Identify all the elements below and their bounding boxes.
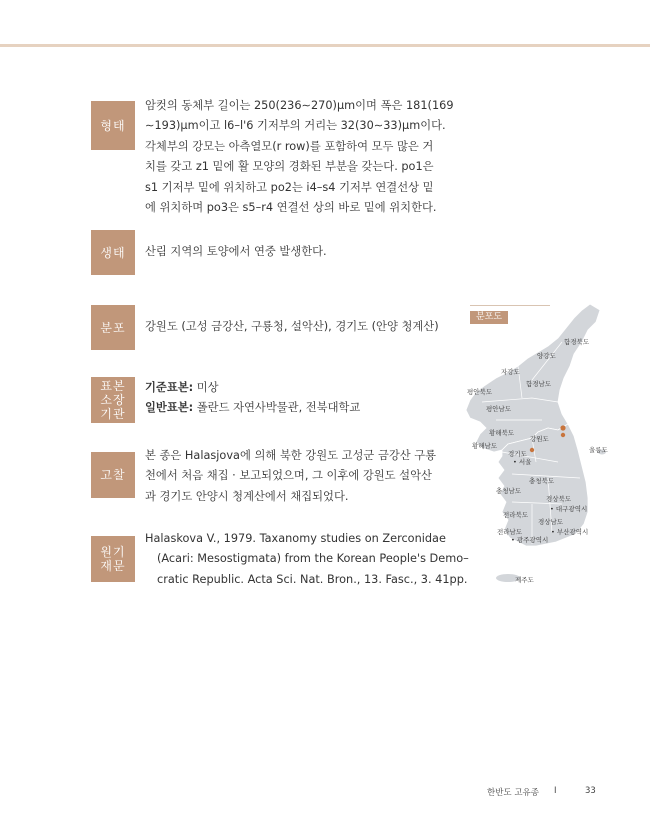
section-body-original-description bbox=[145, 529, 469, 590]
map-label-region: 충청북도 bbox=[529, 477, 555, 485]
page-number: 33 bbox=[585, 786, 596, 796]
section-body-ecology bbox=[145, 242, 435, 262]
specimen-value: 폴란드 자연사박물관, 전북대학교 bbox=[193, 401, 361, 415]
distribution-marker bbox=[560, 425, 565, 430]
map-label-region: 평안남도 bbox=[486, 405, 512, 413]
section-body-distribution bbox=[145, 317, 439, 337]
reference-line: (Acari: Mesostigmata) from the Korean People's Demo– bbox=[157, 552, 469, 566]
map-label-region: • 서울 bbox=[513, 458, 532, 466]
map-label-region: 울릉도 bbox=[589, 446, 608, 454]
section-label-morphology: 형태 bbox=[91, 101, 135, 150]
reference-line: Halaskova V., 1979. Taxanomy studies on Zerconidae bbox=[145, 532, 446, 545]
map-label-region: 충청남도 bbox=[496, 487, 522, 495]
specimen-term: 일반표본: bbox=[145, 401, 194, 415]
map-label-region: 전라북도 bbox=[503, 511, 529, 519]
map-label-region: • 대구광역시 bbox=[550, 505, 588, 513]
section-body-morphology bbox=[145, 96, 454, 218]
map-label-region: • 광주광역시 bbox=[511, 536, 549, 544]
specimen-item bbox=[145, 378, 435, 398]
section-label-specimen-holding: 표본 소장 기관 bbox=[91, 377, 135, 423]
section-body-remarks bbox=[145, 446, 435, 507]
body-line: 각체부의 강모는 아측열모(r row)를 포함하여 모두 많은 거 bbox=[145, 139, 434, 153]
map-label-region: 자강도 bbox=[501, 368, 520, 376]
map-label-region: 제주도 bbox=[515, 576, 534, 584]
reference-line: cratic Republic. Acta Sci. Nat. Bron., 13. Fasc., 3. 41pp. bbox=[157, 572, 468, 586]
map-label-region: 강원도 bbox=[530, 435, 549, 443]
specimen-value: 미상 bbox=[193, 381, 219, 394]
section-label-original-description: 원기 재문 bbox=[91, 536, 135, 582]
map-label-region: 황해남도 bbox=[472, 442, 498, 450]
map-label-region: 평안북도 bbox=[467, 388, 493, 396]
body-line: 산림 지역의 토양에서 연중 발생한다. bbox=[145, 245, 327, 258]
body-line: 본 종은 Halasjova에 의해 북한 강원도 고성군 금강산 구룡 bbox=[145, 449, 437, 462]
section-body-specimen-holding bbox=[145, 378, 435, 419]
map-label-region: • 부산광역시 bbox=[551, 528, 589, 536]
map-label-region: 함경북도 bbox=[564, 338, 590, 346]
body-line: ∼193)μm이고 l6–l'6 기저부의 거리는 32(30∼33)μm이다. bbox=[145, 119, 446, 133]
map-label-region: 함경남도 bbox=[526, 380, 552, 388]
footer-book-title: 한반도 고유종 bbox=[487, 788, 539, 798]
map-label-region: 경기도 bbox=[508, 450, 527, 458]
map-label-region: 양강도 bbox=[537, 352, 556, 360]
map-label-region: 경상남도 bbox=[538, 518, 564, 526]
section-label-ecology: 생태 bbox=[91, 230, 135, 275]
body-line: 암컷의 동체부 길이는 250(236∼270)μm이며 폭은 181(169 bbox=[145, 99, 454, 112]
map-north-korea bbox=[466, 304, 600, 452]
body-line: 과 경기도 안양시 청계산에서 채집되었다. bbox=[145, 489, 349, 503]
map-label-region: 전라남도 bbox=[497, 528, 523, 536]
distribution-marker bbox=[530, 448, 534, 452]
body-line: 에 위치하며 po3은 s5–r4 연결선 상의 바로 밑에 위치한다. bbox=[145, 201, 437, 215]
body-line: 강원도 (고성 금강산, 구룡청, 설악산), 경기도 (안양 청계산) bbox=[145, 320, 439, 333]
map-title: 분포도 bbox=[470, 311, 508, 324]
top-rule bbox=[0, 44, 650, 47]
footer-separator: I bbox=[554, 786, 557, 796]
specimen-term: 기준표본: bbox=[145, 381, 194, 394]
body-line: 치를 갖고 z1 밑에 활 모양의 경화된 부분을 갖는다. po1은 bbox=[145, 160, 434, 174]
specimen-item bbox=[145, 398, 435, 418]
section-label-remarks: 고찰 bbox=[91, 452, 135, 498]
body-line: s1 기저부 밑에 위치하고 po2는 i4–s4 기저부 연결선상 밑 bbox=[145, 180, 434, 194]
section-label-distribution: 분포 bbox=[91, 305, 135, 350]
distribution-marker bbox=[561, 433, 565, 437]
map-label-region: 경상북도 bbox=[546, 495, 572, 503]
body-line: 천에서 처음 채집 · 보고되었으며, 그 이후에 강원도 설악산 bbox=[145, 469, 432, 483]
map-label-region: 황해북도 bbox=[489, 429, 515, 437]
